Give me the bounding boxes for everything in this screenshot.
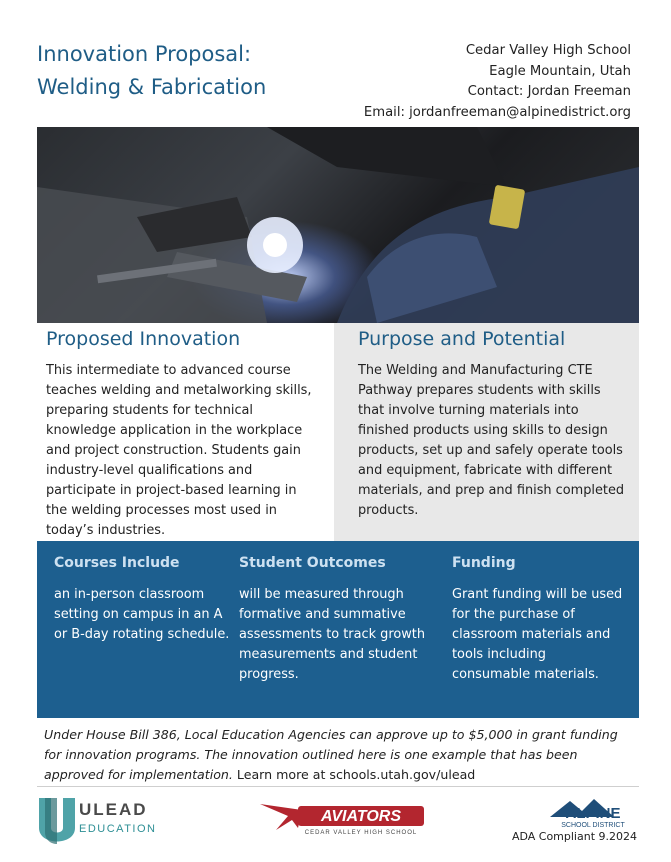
note-text: Under House Bill 386, Local Education Agencies can approve up to $5,000 in grant funding for innovation programs. The innovation outlined here is one example that has been approved for implementation.	[44, 727, 618, 782]
aviators-wing-icon	[258, 796, 428, 836]
contact-block	[364, 41, 631, 123]
outcomes-column	[239, 555, 439, 685]
school-location: Eagle Mountain, Utah	[489, 63, 631, 79]
details-band	[37, 541, 639, 718]
ulead-mark-icon	[37, 794, 77, 848]
outcomes-text: will be measured through formative and summative assessments to track growth measurements and student progress.	[239, 587, 426, 682]
school-name: Cedar Valley High School	[465, 43, 631, 58]
contact-email[interactable]: Email: jordanfreeman@alpinedistrict.org	[363, 104, 631, 120]
contact-name: Contact: Jordan Freeman	[467, 84, 631, 99]
ulead-logo	[37, 794, 177, 848]
proposed-innovation-heading: Proposed Innovation	[46, 328, 241, 350]
funding-column	[452, 555, 624, 685]
title-line-1: Innovation Proposal:	[37, 42, 252, 66]
aviators-logo	[258, 796, 428, 836]
courses-heading: Courses Include	[54, 555, 180, 571]
ulead-wordmark: ULEAD	[79, 800, 148, 819]
purpose-potential-text: The Welding and Manufacturing CTE Pathway prepares students with skills that involve turning materials into finished products using skills to design products, set up and safely operate tools and equipment, fabricate with different materials, and prep and finish completed products.	[358, 363, 625, 518]
house-bill-note	[44, 725, 634, 785]
footer-divider	[37, 786, 639, 787]
funding-heading: Funding	[452, 555, 516, 571]
aviators-subtitle: CEDAR VALLEY HIGH SCHOOL	[304, 830, 418, 836]
courses-column	[54, 555, 230, 645]
outcomes-heading: Student Outcomes	[239, 555, 386, 571]
ada-compliance: ADA Compliant 9.2024	[511, 830, 637, 843]
alpine-logo	[548, 797, 638, 829]
header	[0, 0, 671, 127]
ulead-subtitle: EDUCATION	[79, 823, 157, 835]
purpose-potential-heading: Purpose and Potential	[358, 328, 566, 350]
welding-photo	[37, 127, 639, 323]
page-title	[37, 38, 266, 104]
proposed-innovation-section	[37, 323, 334, 541]
welding-photo-illustration	[37, 127, 639, 323]
aviators-wordmark: AVIATORS	[320, 808, 402, 825]
alpine-mountain-icon	[548, 797, 638, 829]
funding-text: Grant funding will be used for the purchase of classroom materials and tools including consumable materials.	[452, 587, 623, 682]
title-line-2: Welding & Fabrication	[37, 75, 267, 99]
learn-more-link[interactable]: Learn more at schools.utah.gov/ulead	[236, 767, 476, 782]
proposed-innovation-text: This intermediate to advanced course teaches welding and metalworking skills, preparing students for technical knowledge application in the workplace and project construction. Students gain industry-level qualifications and participate in project-based learning in the welding processes most used in today’s industries.	[46, 363, 312, 538]
alpine-wordmark: ALPINE	[565, 805, 621, 822]
purpose-potential-section	[334, 323, 639, 541]
courses-text: an in-person classroom setting on campus in an A or B-day rotating schedule.	[54, 587, 230, 642]
alpine-subtitle: SCHOOL DISTRICT	[561, 822, 625, 829]
